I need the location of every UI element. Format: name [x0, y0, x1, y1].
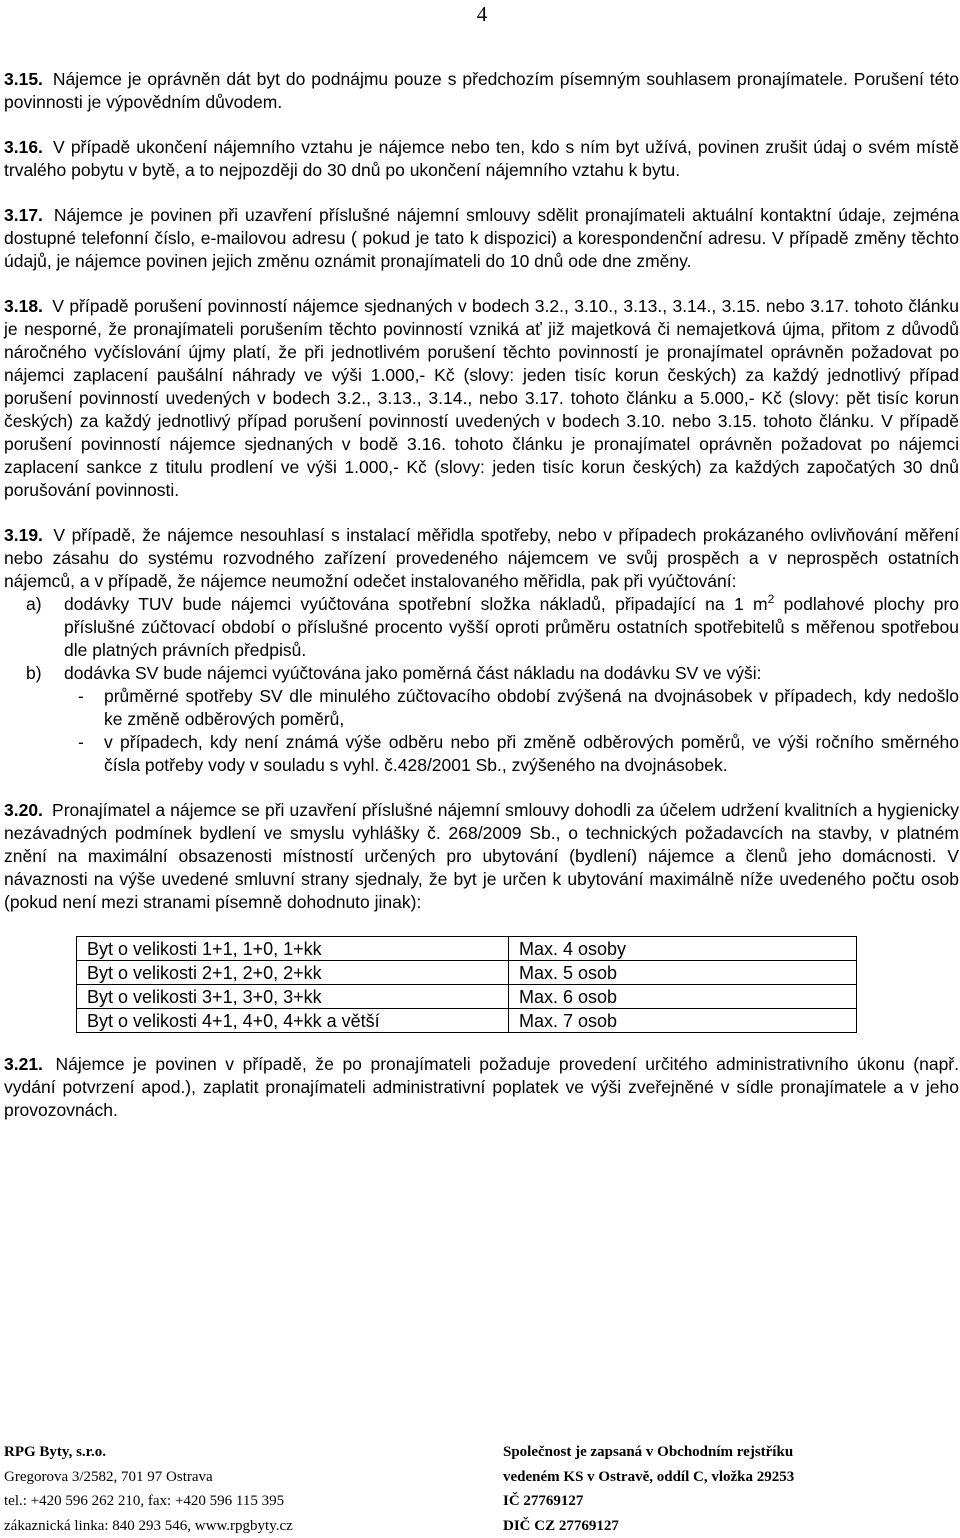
- section-3-18: [4, 295, 959, 502]
- table-row: [77, 985, 857, 1009]
- dash-item: [4, 685, 959, 731]
- footer-register-line-2: vedeném KS v Ostravě, oddíl C, vložka 29253: [503, 1468, 795, 1485]
- section-text: V případě, že nájemce nesouhlasí s instalací měřidla spotřeby, nebo v případech prokázaného ovlivňování měření nebo zásahu do systému rozvodného zařízení provedeného nájemcem ve svůj prospěch a v neprospěch ostatních nájemců, a v případě, že nájemce neumožní odečet instalovaného měřidla, pak při vyúčtování:: [4, 525, 959, 591]
- section-text: Nájemce je povinen při uzavření příslušné nájemní smlouvy sdělit pronajímateli aktuální kontaktní údaje, zejména dostupné telefonní číslo, e-mailovou adresu ( pokud je tato k dispozici) a korespondenční adresu. V případě změny těchto údajů, je nájemce povinen jejich změnu oznámit pronajímateli do 10 dnů ode dne změny.: [4, 205, 959, 271]
- table-row: [77, 1009, 857, 1033]
- footer-hotline: zákaznická linka: 840 293 546, www.rpgbyty.cz: [4, 1517, 293, 1534]
- dash-bullet: -: [78, 732, 84, 752]
- section-3-19: [4, 524, 959, 777]
- superscript: 2: [767, 592, 775, 607]
- dash-bullet: -: [78, 686, 84, 706]
- section-text: Nájemce je oprávněn dát byt do podnájmu pouze s předchozím písemným souhlasem pronajímatele. Porušení této povinnosti je výpovědním důvodem.: [4, 69, 959, 112]
- list-item-text: dodávka SV bude nájemci vyúčtována jako poměrná část nákladu na dodávku SV ve výši:: [64, 663, 762, 683]
- list-item-label: b): [26, 663, 42, 683]
- footer-company-name: RPG Byty, s.r.o.: [4, 1444, 106, 1460]
- list-item-text: [64, 593, 959, 662]
- section-text: V případě porušení povinností nájemce sjednaných v bodech 3.2., 3.10., 3.13., 3.14., 3.15. nebo 3.17. tohoto článku je nesporné, že pronajímateli porušením těchto povinností vzniká ať již majetková či nemajetková újma, přitom z důvodů náročného vyčíslování újmy platí, že při jednotlivém porušení těchto povinností je pronajímatel oprávněn požadovat po nájemci zaplacení paušální náhrady ve výši 1.000,- Kč (slovy: jeden tisíc korun českých) za každý jednotlivý případ porušení povinností uvedených v bodech 3.2., 3.13., 3.14., nebo 3.17. tohoto článku a 5.000,- Kč (slovy: pět tisíc korun českých) za každý jednotlivý případ porušení povinností uvedených v bodech 3.10. nebo 3.15. tohoto článku. V případě porušení povinností nájemce sjednaných v bodě 3.16. tohoto článku je pronajímatel oprávněn požadovat po nájemci zaplacení sankce z titulu prodlení ve výši 1.000,- Kč (slovy: jeden tisíc korun českých) za každých započatých 30 dnů porušování povinnosti.: [4, 296, 959, 500]
- section-text: Pronajímatel a nájemce se při uzavření příslušné nájemní smlouvy dohodli za účelem udržení kvalitních a hygienicky nezávadných podmínek bydlení ve smyslu vyhlášky č. 268/2009 Sb., o technických požadavcích na stavby, v platném znění na maximální obsazenosti místností určených pro ubytování (bydlení) nájemce a členů jeho domácnosti. V návaznosti na výše uvedené smluvní strany sjednaly, že byt je určen k ubytování maximálně níže uvedeného počtu osob (pokud není mezi stranami písemně dohodnuto jinak):: [4, 800, 959, 912]
- list-item-a: [4, 593, 959, 662]
- section-number: 3.19.: [4, 525, 43, 545]
- table-cell-max: Max. 4 osoby: [509, 937, 857, 961]
- section-3-15: [4, 68, 959, 114]
- list-item-text-part: dodávky TUV bude nájemci vyúčtována spotřební složka nákladů, připadající na 1 m: [64, 594, 768, 614]
- table-cell-size: Byt o velikosti 2+1, 2+0, 2+kk: [77, 961, 509, 985]
- dash-item: [4, 731, 959, 777]
- dash-item-text: průměrné spotřeby SV dle minulého zúčtovacího období zvýšená na dvojnásobek v případech, kdy nedošlo ke změně odběrových poměrů,: [104, 686, 959, 729]
- capacity-table-wrapper: [76, 936, 959, 1033]
- footer-register-block: [503, 1440, 794, 1538]
- table-cell-size: Byt o velikosti 1+1, 1+0, 1+kk: [77, 937, 509, 961]
- dash-item-text: v případech, kdy není známá výše odběru nebo při změně odběrových poměrů, ve výši ročního směrného čísla potřeby vody v souladu s vyhl. č.428/2001 Sb., zvýšeného na dvojnásobek.: [104, 732, 959, 775]
- page-footer: [0, 1440, 960, 1538]
- footer-ico: IČ 27769127: [503, 1493, 584, 1509]
- section-text: Nájemce je povinen v případě, že po pronajímateli požaduje provedení určitého administrativního úkonu (např. vydání potvrzení apod.), zaplatit pronajímateli administrativní poplatek ve výši zveřejněné v sídle pronajímatele a v jeho provozovnách.: [4, 1054, 959, 1120]
- list-item-text-part: podlahové plochy pro příslušné zúčtovací období o příslušné procento vyšší oproti průměru ostatních spotřebitelů s měřenou spotřebou dle platných právních předpisů.: [64, 594, 959, 660]
- footer-address: Gregorova 3/2582, 701 97 Ostrava: [4, 1468, 213, 1485]
- section-3-16: [4, 136, 959, 182]
- table-row: [77, 937, 857, 961]
- table-cell-max: Max. 5 osob: [509, 961, 857, 985]
- section-3-20: [4, 799, 959, 914]
- section-3-21: [4, 1053, 959, 1122]
- table-cell-max: Max. 7 osob: [509, 1009, 857, 1033]
- table-cell-size: Byt o velikosti 3+1, 3+0, 3+kk: [77, 985, 509, 1009]
- footer-company-block: [4, 1440, 293, 1538]
- footer-dic: DIČ CZ 27769127: [503, 1517, 619, 1534]
- footer-register-line-1: Společnost je zapsaná v Obchodním rejstříku: [503, 1444, 794, 1460]
- document-body: [4, 68, 959, 1144]
- section-number: 3.16.: [4, 137, 43, 157]
- table-cell-max: Max. 6 osob: [509, 985, 857, 1009]
- section-3-17: [4, 204, 959, 273]
- list-item-b: [4, 662, 959, 685]
- section-number: 3.18.: [4, 296, 43, 316]
- section-number: 3.17.: [4, 205, 43, 225]
- table-cell-size: Byt o velikosti 4+1, 4+0, 4+kk a větší: [77, 1009, 509, 1033]
- section-number: 3.21.: [4, 1054, 43, 1074]
- page-number: 4: [476, 2, 488, 26]
- section-number: 3.20.: [4, 800, 43, 820]
- section-intro: [4, 524, 959, 593]
- section-number: 3.15.: [4, 69, 43, 89]
- list-item-label: a): [26, 594, 42, 614]
- section-text: V případě ukončení nájemního vztahu je nájemce nebo ten, kdo s ním byt užívá, povinen zrušit údaj o svém místě trvalého pobytu v bytě, a to nejpozději do 30 dnů po ukončení nájemního vztahu k bytu.: [4, 137, 959, 180]
- table-row: [77, 961, 857, 985]
- footer-phone: tel.: +420 596 262 210, fax: +420 596 115 395: [4, 1493, 285, 1509]
- capacity-table: [76, 936, 857, 1033]
